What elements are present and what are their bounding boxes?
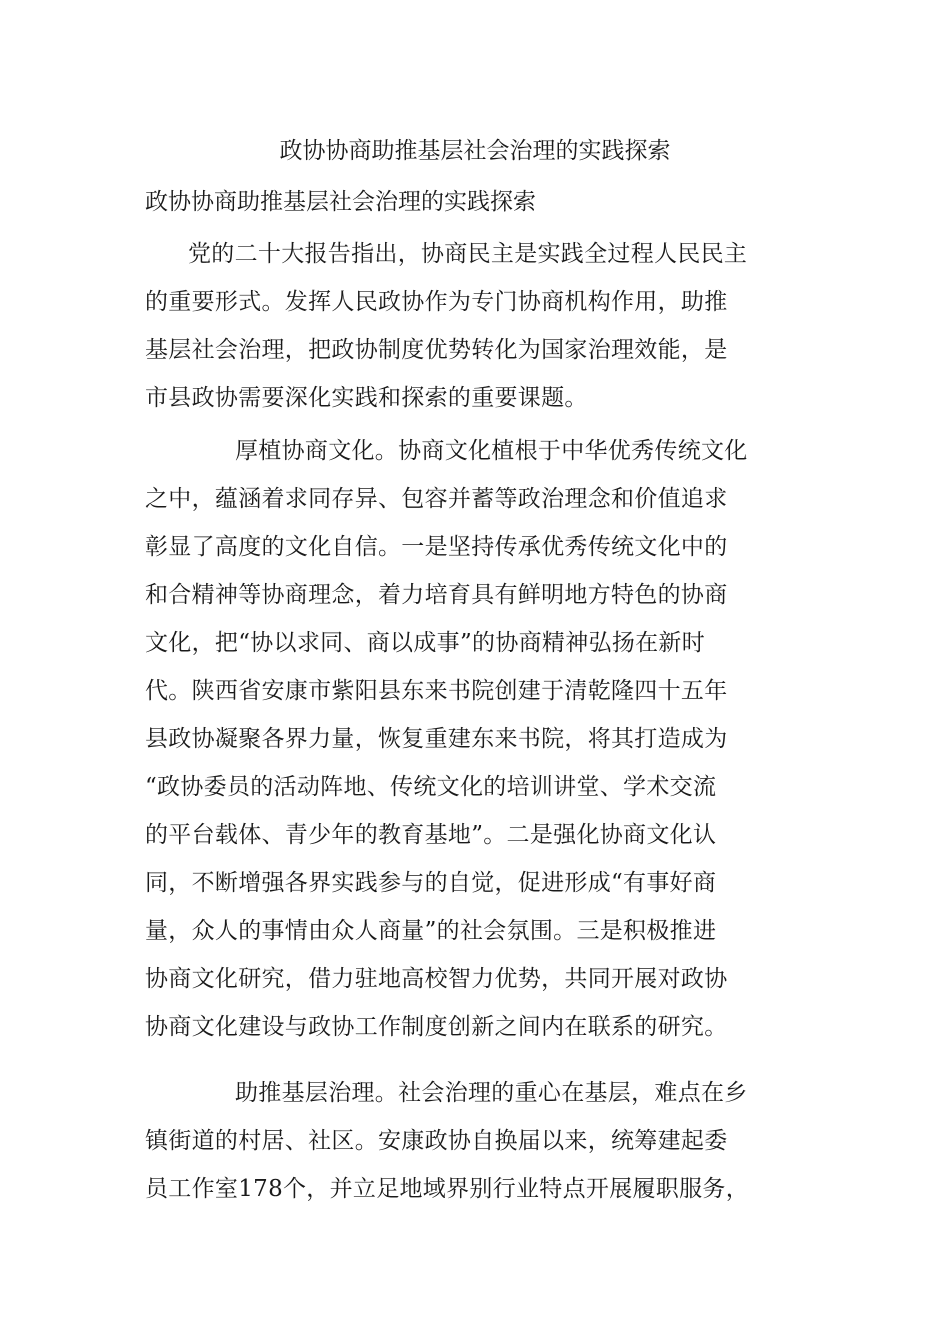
- paragraph-line: 的重要形式。发挥人民政协作为专门协商机构作用，助推: [145, 289, 728, 315]
- paragraph-line: 的平台载体、青少年的教育基地”。二是强化协商文化认: [145, 822, 717, 848]
- paragraph-line: 文化，把“协以求同、商以成事”的协商精神弘扬在新时: [145, 630, 706, 656]
- paragraph-line: 协商文化研究，借力驻地高校智力优势，共同开展对政协: [145, 966, 728, 992]
- paragraph-line: 镇街道的村居、社区。安康政协自换届以来，统筹建起委: [145, 1128, 728, 1154]
- paragraph-line: 和合精神等协商理念，着力培育具有鲜明地方特色的协商: [145, 582, 728, 608]
- paragraph-intro: [145, 230, 835, 422]
- paragraph-line: 基层社会治理，把政协制度优势转化为国家治理效能，是: [145, 337, 728, 363]
- paragraph-line: 党的二十大报告指出，协商民主是实践全过程人民民主: [188, 241, 748, 267]
- paragraph-line: 同，不断增强各界实践参与的自觉，促进形成“有事好商: [145, 870, 717, 896]
- paragraph-line: 彰显了高度的文化自信。一是坚持传承优秀传统文化中的: [145, 534, 728, 560]
- paragraph-line: 市县政协需要深化实践和探索的重要课题。: [145, 385, 588, 411]
- paragraph-line: 县政协凝聚各界力量，恢复重建东来书院，将其打造成为: [145, 726, 728, 752]
- paragraph-line: 厚植协商文化。协商文化植根于中华优秀传统文化: [235, 438, 748, 464]
- paragraph-line: 之中，蕴涵着求同存异、包容并蓄等政治理念和价值追求: [145, 486, 728, 512]
- paragraph-line: 助推基层治理。社会治理的重心在基层，难点在乡: [235, 1080, 748, 1106]
- paragraph-line: “政协委员的活动阵地、传统文化的培训讲堂、学术交流: [145, 774, 717, 800]
- paragraph-culture: [145, 427, 835, 1051]
- paragraph-line: 量，众人的事情由众人商量”的社会氛围。三是积极推进: [145, 918, 717, 944]
- document-title: 政协协商助推基层社会治理的实践探索: [279, 138, 671, 164]
- document-subtitle: 政协协商助推基层社会治理的实践探索: [145, 189, 536, 215]
- paragraph-governance: [145, 1069, 835, 1213]
- paragraph-line: 协商文化建设与政协工作制度创新之间内在联系的研究。: [145, 1014, 728, 1040]
- paragraph-line: 代。陕西省安康市紫阳县东来书院创建于清乾隆四十五年: [145, 678, 728, 704]
- paragraph-line: 员工作室178个，并立足地域界别行业特点开展履职服务，: [145, 1176, 749, 1202]
